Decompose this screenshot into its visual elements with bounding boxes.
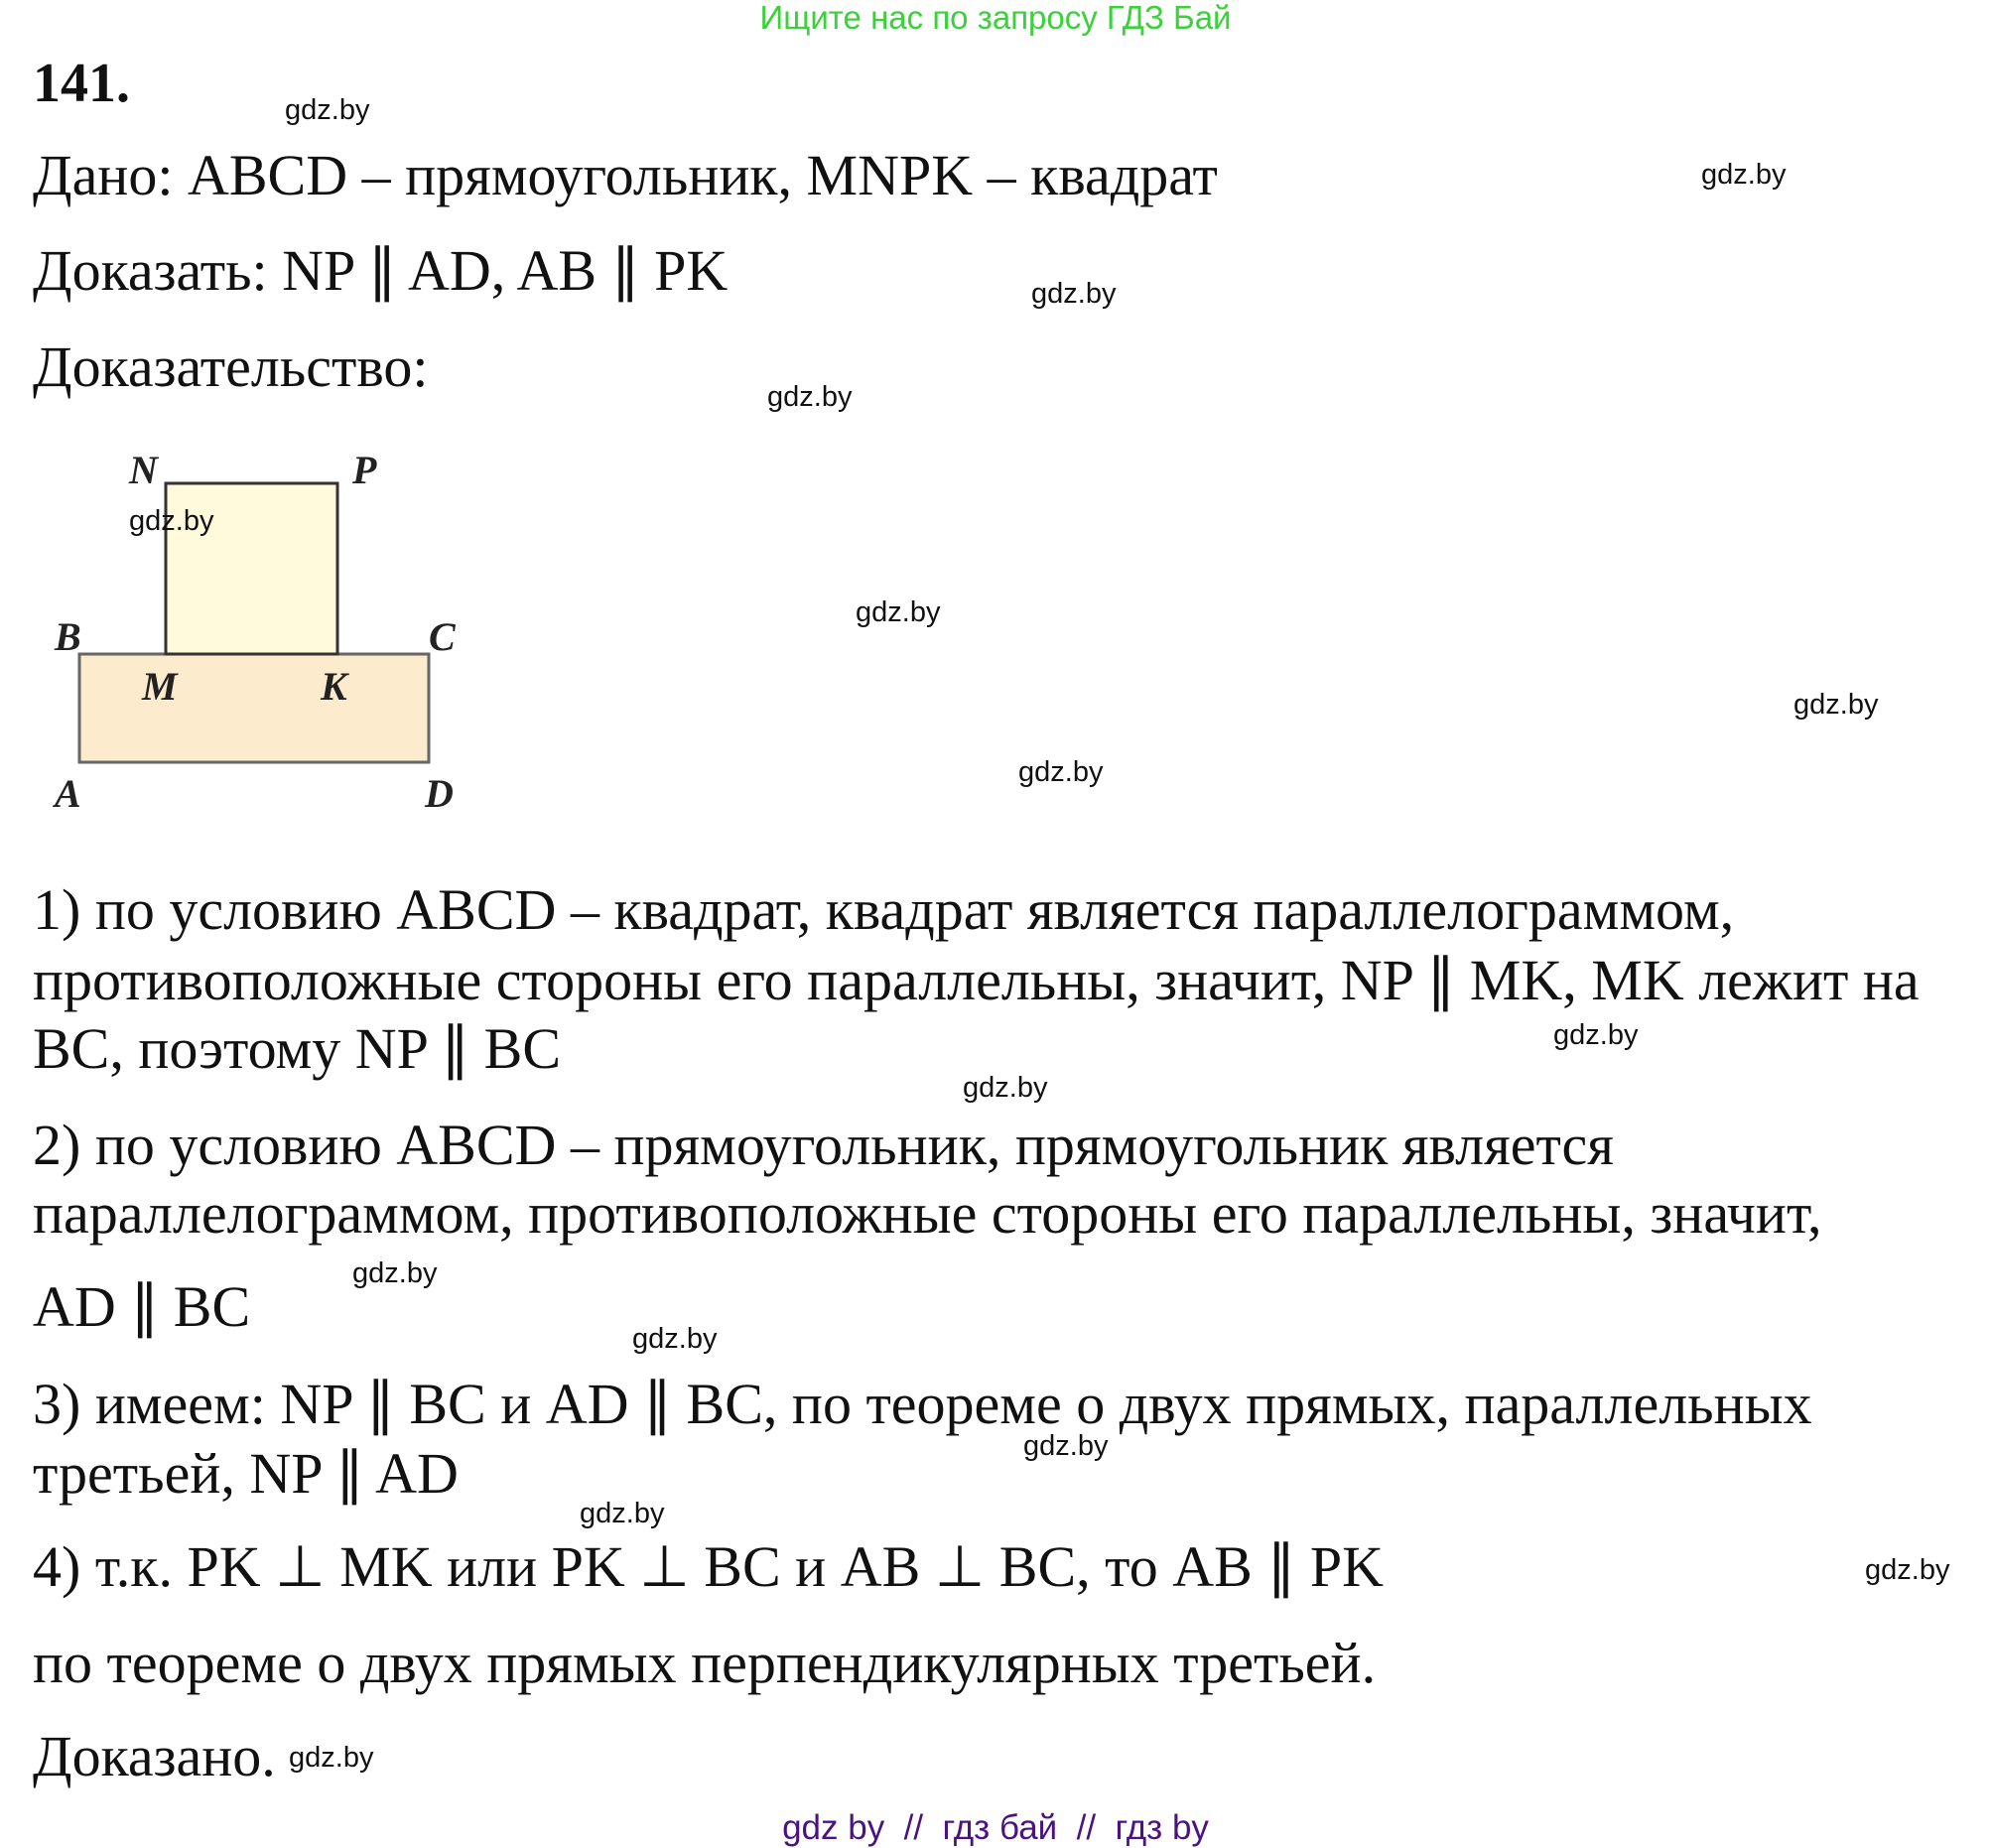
label-d: D [425,771,454,816]
label-a: A [55,771,81,816]
proof-step-line: по теореме о двух прямых перпендикулярных третьей. [33,1631,1377,1695]
given-text: Дано: ABCD – прямоугольник, MNPK – квадрат [33,143,1218,207]
watermark: gdz.by [963,1072,1048,1104]
watermark: gdz.by [632,1323,718,1355]
watermark: gdz.by [129,505,214,537]
proof-step-line: противоположные стороны его параллельны, значит, NP ∥ MK, MK лежит на [33,948,1920,1012]
watermark: gdz.by [1023,1430,1109,1462]
prove-text: Доказать: NP ∥ AD, AB ∥ PK [33,238,729,303]
watermark: gdz.by [1018,756,1104,788]
proof-step-line: третьей, NP ∥ AD [33,1441,459,1506]
rectangle-abcd [79,654,429,762]
watermark: gdz.by [352,1257,438,1289]
proof-step-line: параллелограммом, противоположные стороны его параллельны, значит, [33,1181,1822,1246]
watermark: gdz.by [1865,1554,1950,1586]
proof-step-line: 3) имеем: NP ∥ BC и AD ∥ BC, по теореме о двух прямых, параллельных [33,1372,1812,1436]
proof-step-line: 1) по условию ABCD – квадрат, квадрат является параллелограммом, [33,877,1735,942]
watermark: gdz.by [1701,159,1787,191]
proof-step-line: 4) т.к. PK ⊥ MK или PK ⊥ BC и AB ⊥ BC, то AB ∥ PK [33,1534,1384,1599]
watermark: gdz.by [289,1742,374,1774]
watermark: gdz.by [856,596,941,628]
watermark: gdz.by [580,1498,665,1529]
watermark: gdz.by [1031,278,1117,310]
proof-step-line: BC, поэтому NP ∥ BC [33,1016,562,1081]
watermark: gdz.by [1793,689,1879,721]
label-b: B [55,614,81,659]
conclusion-text: Доказано. [33,1724,276,1788]
problem-number: 141. [33,53,130,114]
label-n: N [129,448,158,492]
watermark: gdz.by [1553,1019,1639,1051]
footer-links: gdz by // гдз бай // гдз by [782,1808,1209,1847]
label-m: M [142,664,178,709]
label-k: K [321,664,347,709]
search-hint-banner: Ищите нас по запросу ГДЗ Бай [759,0,1232,36]
proof-step-line: AD ∥ BC [33,1274,251,1339]
label-c: C [429,614,456,659]
label-p: P [352,448,377,492]
proof-step-line: 2) по условию ABCD – прямоугольник, прямоугольник является [33,1113,1614,1177]
proof-title: Доказательство: [33,334,429,399]
watermark: gdz.by [285,94,370,126]
geometry-figure [0,417,516,834]
watermark: gdz.by [767,381,853,413]
